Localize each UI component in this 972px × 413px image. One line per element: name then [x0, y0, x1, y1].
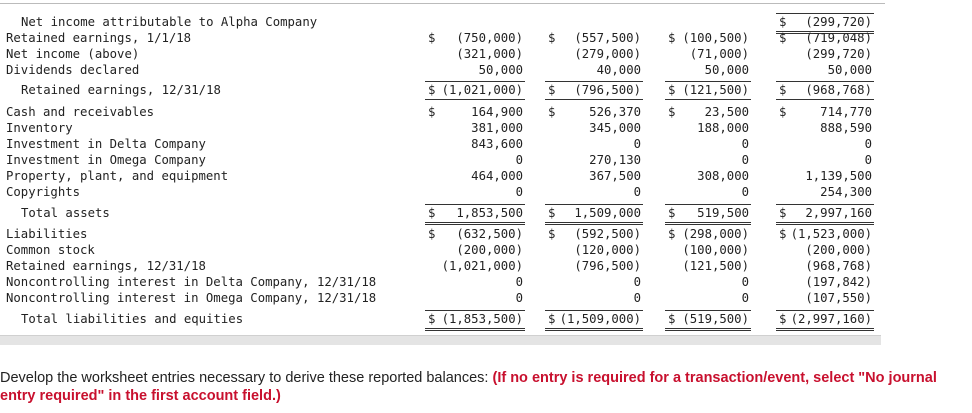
amount-cell [545, 204, 643, 225]
amount-value: 519,500 [697, 206, 749, 220]
row-label: Noncontrolling interest in Delta Company, 12/31/18 [6, 275, 377, 289]
amount-value: 0 [741, 153, 749, 167]
amount-cell [665, 290, 751, 306]
amount-value: 50,000 [478, 63, 523, 77]
amount-value: 164,900 [471, 105, 523, 119]
amount-cell [665, 120, 751, 136]
amount-value: 23,500 [704, 105, 749, 119]
amount-value: (1,509,000) [559, 312, 641, 326]
amount-value: 526,370 [589, 105, 641, 119]
currency-symbol: $ [668, 206, 676, 220]
amount-value: (71,000) [689, 47, 749, 61]
row-label: Total assets [21, 206, 110, 220]
amount-value: (1,021,000) [441, 259, 523, 273]
amount-cell [776, 104, 874, 120]
amount-value: (796,500) [574, 259, 641, 273]
table-row [0, 311, 885, 327]
amount-value: (279,000) [574, 47, 641, 61]
amount-cell [665, 168, 751, 184]
instructions [0, 369, 960, 405]
amount-value: 0 [633, 137, 641, 151]
amount-value: (632,500) [456, 227, 523, 241]
amount-cell [776, 152, 874, 168]
amount-cell [665, 30, 751, 46]
amount-value: 0 [515, 291, 523, 305]
amount-cell [425, 258, 525, 274]
amount-cell [425, 184, 525, 200]
row-label: Retained earnings, 12/31/18 [6, 259, 206, 273]
amount-value: 1,509,000 [574, 206, 641, 220]
amount-value: (796,500) [574, 83, 641, 97]
amount-cell [776, 81, 874, 100]
amount-value: 888,590 [820, 121, 872, 135]
amount-cell [425, 136, 525, 152]
amount-cell [776, 290, 874, 306]
amount-value: 0 [864, 153, 872, 167]
amount-value: 714,770 [820, 105, 872, 119]
amount-cell [545, 168, 643, 184]
table-row [0, 82, 885, 98]
amount-cell [425, 152, 525, 168]
amount-cell [776, 184, 874, 200]
currency-symbol: $ [428, 312, 436, 326]
amount-value: (719,048) [805, 31, 872, 45]
amount-value: (592,500) [574, 227, 641, 241]
table-row [0, 104, 885, 120]
instructions-note: (If no entry is required for a transaction/event, select "No journal entry required" in the first account field.) [0, 370, 937, 404]
amount-value: (750,000) [456, 31, 523, 45]
amount-value: 254,300 [820, 185, 872, 199]
currency-symbol: $ [548, 105, 556, 119]
amount-value: 270,130 [589, 153, 641, 167]
amount-cell [545, 81, 643, 100]
amount-value: (968,768) [805, 83, 872, 97]
amount-cell [425, 62, 525, 78]
amount-cell [545, 310, 643, 331]
amount-value: 0 [633, 275, 641, 289]
currency-symbol: $ [428, 227, 436, 241]
amount-cell [545, 136, 643, 152]
currency-symbol: $ [428, 83, 436, 97]
amount-cell [665, 226, 751, 242]
row-label: Inventory [6, 121, 73, 135]
amount-cell [545, 258, 643, 274]
currency-symbol: $ [548, 31, 556, 45]
amount-value: 843,600 [471, 137, 523, 151]
amount-cell [425, 120, 525, 136]
amount-value: 50,000 [827, 63, 872, 77]
amount-cell [425, 46, 525, 62]
amount-cell [776, 120, 874, 136]
instructions-text: Develop the worksheet entries necessary to derive these reported balances: [0, 370, 493, 386]
currency-symbol: $ [668, 227, 676, 241]
amount-value: (1,523,000) [790, 227, 872, 241]
table-row [0, 184, 885, 200]
currency-symbol: $ [548, 227, 556, 241]
amount-cell [545, 62, 643, 78]
amount-cell [776, 46, 874, 62]
amount-cell [665, 62, 751, 78]
currency-symbol: $ [548, 83, 556, 97]
amount-value: (100,000) [682, 243, 749, 257]
amount-value: 0 [741, 137, 749, 151]
amount-cell [665, 46, 751, 62]
amount-value: (299,720) [805, 47, 872, 61]
currency-symbol: $ [668, 312, 676, 326]
table-row [0, 14, 885, 30]
table-row [0, 226, 885, 242]
amount-value: (1,021,000) [441, 83, 523, 97]
amount-value: (1,853,500) [441, 312, 523, 326]
amount-value: (107,550) [805, 291, 872, 305]
amount-cell [665, 274, 751, 290]
amount-cell [545, 226, 643, 242]
amount-value: 0 [741, 291, 749, 305]
amount-value: 381,000 [471, 121, 523, 135]
amount-value: (100,500) [682, 31, 749, 45]
amount-value: 345,000 [589, 121, 641, 135]
row-label: Investment in Omega Company [6, 153, 206, 167]
currency-symbol: $ [779, 31, 787, 45]
currency-symbol: $ [428, 31, 436, 45]
amount-cell [545, 46, 643, 62]
amount-value: 367,500 [589, 169, 641, 183]
amount-value: 2,997,160 [805, 206, 872, 220]
amount-cell [665, 104, 751, 120]
amount-value: 0 [515, 153, 523, 167]
row-label: Total liabilities and equities [21, 312, 244, 326]
amount-cell [545, 242, 643, 258]
amount-value: 0 [515, 185, 523, 199]
amount-value: (299,720) [805, 15, 872, 29]
table-row [0, 62, 885, 78]
amount-value: 0 [741, 275, 749, 289]
amount-cell [665, 310, 751, 331]
currency-symbol: $ [668, 105, 676, 119]
currency-symbol: $ [779, 312, 787, 326]
amount-cell [425, 290, 525, 306]
amount-cell [545, 152, 643, 168]
row-label: Copyrights [6, 185, 81, 199]
amount-cell [425, 81, 525, 100]
amount-cell [425, 168, 525, 184]
currency-symbol: $ [779, 105, 787, 119]
amount-value: 0 [864, 137, 872, 151]
top-divider [0, 3, 885, 4]
amount-cell [425, 310, 525, 331]
currency-symbol: $ [428, 206, 436, 220]
amount-cell [425, 204, 525, 225]
amount-value: (321,000) [456, 47, 523, 61]
table-row [0, 152, 885, 168]
amount-cell [776, 274, 874, 290]
row-label: Liabilities [6, 227, 88, 241]
table-row [0, 136, 885, 152]
row-label: Noncontrolling interest in Omega Company, 12/31/18 [6, 291, 377, 305]
row-label: Property, plant, and equipment [6, 169, 229, 183]
amount-value: 0 [633, 291, 641, 305]
amount-cell [665, 136, 751, 152]
amount-cell [776, 136, 874, 152]
table-row [0, 290, 885, 306]
amount-cell [545, 274, 643, 290]
amount-cell [776, 242, 874, 258]
row-label: Net income (above) [6, 47, 140, 61]
table-row [0, 120, 885, 136]
row-label: Dividends declared [6, 63, 140, 77]
amount-cell [776, 258, 874, 274]
amount-cell [545, 104, 643, 120]
amount-value: (298,000) [682, 227, 749, 241]
currency-symbol: $ [779, 15, 787, 29]
amount-cell [545, 30, 643, 46]
amount-value: 40,000 [596, 63, 641, 77]
currency-symbol: $ [779, 206, 787, 220]
amount-cell [665, 242, 751, 258]
amount-cell [425, 226, 525, 242]
amount-cell [665, 184, 751, 200]
amount-cell [545, 184, 643, 200]
amount-cell [776, 168, 874, 184]
amount-value: 308,000 [697, 169, 749, 183]
currency-symbol: $ [428, 105, 436, 119]
amount-value: 50,000 [704, 63, 749, 77]
row-label: Common stock [6, 243, 95, 257]
currency-symbol: $ [779, 83, 787, 97]
amount-cell [425, 104, 525, 120]
amount-value: (968,768) [805, 259, 872, 273]
amount-value: 464,000 [471, 169, 523, 183]
amount-cell [776, 30, 874, 46]
amount-cell [665, 81, 751, 100]
amount-cell [425, 242, 525, 258]
amount-value: (200,000) [805, 243, 872, 257]
amount-cell [776, 226, 874, 242]
table-row [0, 258, 885, 274]
table-row [0, 205, 885, 221]
amount-value: 0 [741, 185, 749, 199]
table-row [0, 30, 885, 46]
amount-value: (2,997,160) [790, 312, 872, 326]
amount-cell [425, 274, 525, 290]
amount-value: (121,500) [682, 259, 749, 273]
currency-symbol: $ [668, 31, 676, 45]
amount-cell [776, 204, 874, 225]
amount-cell [665, 13, 751, 30]
amount-cell [776, 62, 874, 78]
row-label: Net income attributable to Alpha Company [21, 15, 318, 29]
table-row [0, 242, 885, 258]
row-label: Cash and receivables [6, 105, 155, 119]
table-row [0, 46, 885, 62]
amount-value: 1,139,500 [805, 169, 872, 183]
amount-value: 0 [633, 185, 641, 199]
table-row [0, 168, 885, 184]
amount-cell [665, 152, 751, 168]
amount-value: 188,000 [697, 121, 749, 135]
row-label: Retained earnings, 12/31/18 [21, 83, 221, 97]
currency-symbol: $ [668, 83, 676, 97]
amount-cell [665, 258, 751, 274]
currency-symbol: $ [548, 206, 556, 220]
amount-cell [545, 290, 643, 306]
amount-value: 1,853,500 [456, 206, 523, 220]
currency-symbol: $ [548, 312, 556, 326]
amount-value: (121,500) [682, 83, 749, 97]
amount-cell [665, 204, 751, 225]
row-label: Investment in Delta Company [6, 137, 206, 151]
amount-value: (200,000) [456, 243, 523, 257]
amount-cell [425, 30, 525, 46]
currency-symbol: $ [779, 227, 787, 241]
amount-value: (519,500) [682, 312, 749, 326]
amount-value: 0 [515, 275, 523, 289]
amount-cell [545, 120, 643, 136]
table-row [0, 274, 885, 290]
row-label: Retained earnings, 1/1/18 [6, 31, 192, 45]
amount-value: (557,500) [574, 31, 641, 45]
amount-cell [545, 13, 643, 30]
amount-cell [776, 310, 874, 331]
amount-cell [425, 13, 525, 30]
horizontal-scrollbar[interactable] [0, 335, 881, 345]
amount-value: (197,842) [805, 275, 872, 289]
amount-value: (120,000) [574, 243, 641, 257]
